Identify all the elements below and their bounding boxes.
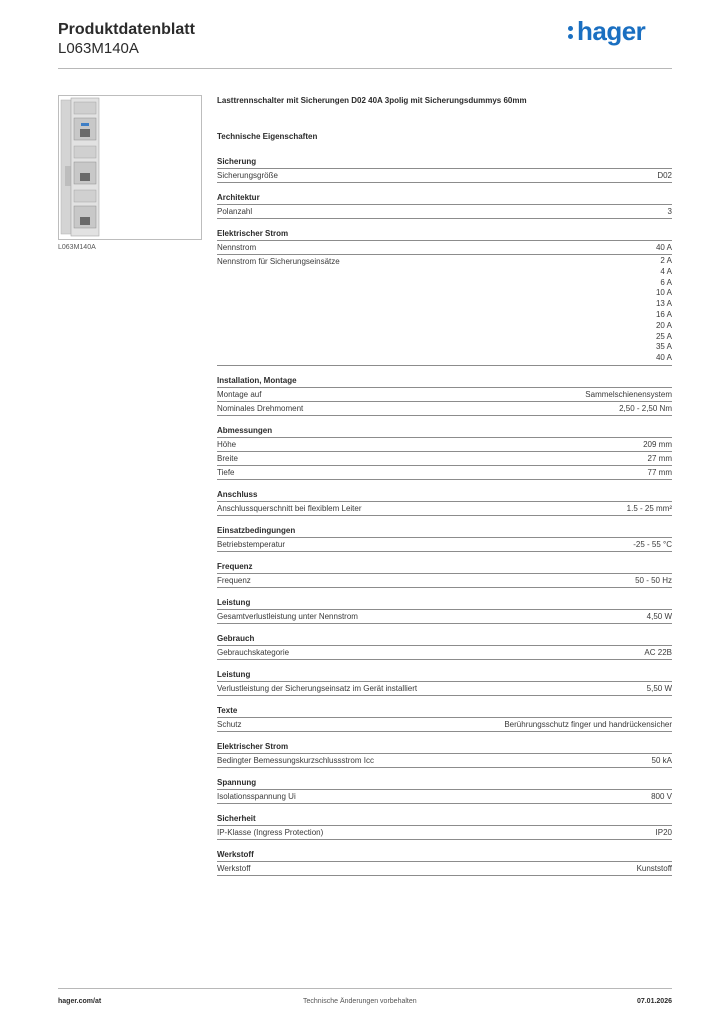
footer-website[interactable]: hager.com/at <box>58 998 102 1005</box>
logo-dots-icon <box>568 21 574 41</box>
section-title: Sicherheit <box>217 813 672 826</box>
property-row <box>217 538 672 552</box>
section-title: Frequenz <box>217 561 672 574</box>
property-label: Nennstrom für Sicherungseinsätze <box>217 257 340 266</box>
property-section <box>217 228 672 366</box>
property-label: Verlustleistung der Sicherungseinsatz im Gerät installiert <box>217 683 418 693</box>
section-title: Anschluss <box>217 489 672 502</box>
section-title: Texte <box>217 705 672 718</box>
property-value: 209 mm <box>643 439 672 449</box>
property-value: 800 V <box>651 791 672 801</box>
property-row <box>217 718 672 732</box>
property-value: 50 - 50 Hz <box>635 575 672 585</box>
property-label: Frequenz <box>217 575 251 585</box>
property-label: Sicherungsgröße <box>217 171 278 180</box>
property-section <box>217 375 672 416</box>
section-title: Elektrischer Strom <box>217 228 672 241</box>
footer-note: Technische Änderungen vorbehalten <box>303 998 417 1005</box>
property-row <box>217 438 672 452</box>
section-title: Gebrauch <box>217 633 672 646</box>
property-values <box>656 256 672 364</box>
property-row <box>217 646 672 660</box>
property-label: Montage auf <box>217 389 262 399</box>
header-divider <box>58 68 672 69</box>
property-row <box>217 862 672 876</box>
section-title: Installation, Montage <box>217 375 672 388</box>
property-value: 40 A <box>655 353 672 363</box>
property-section <box>217 156 672 183</box>
property-row <box>217 610 672 624</box>
property-value: 5,50 W <box>646 683 672 693</box>
property-row <box>217 502 672 516</box>
property-value: Berührungsschutz finger und handrückensicher <box>504 719 672 729</box>
product-image <box>58 95 202 240</box>
property-section <box>217 489 672 516</box>
property-label: Nominales Drehmoment <box>217 403 304 413</box>
property-row <box>217 402 672 416</box>
properties-list <box>217 156 672 876</box>
article-number: L063M140A <box>58 40 139 57</box>
product-content <box>217 95 672 885</box>
property-row <box>217 826 672 840</box>
property-value: Sammelschienensystem <box>585 389 672 399</box>
property-section <box>217 705 672 732</box>
document-header <box>58 20 195 58</box>
section-title: Elektrischer Strom <box>217 741 672 754</box>
property-section <box>217 633 672 660</box>
product-photo-icon <box>59 96 201 239</box>
property-label: Werkstoff <box>217 863 251 873</box>
property-value: Kunststoff <box>636 863 672 873</box>
logo-text: hager <box>577 16 646 46</box>
property-row <box>217 574 672 588</box>
footer-divider <box>58 988 672 989</box>
property-section <box>217 669 672 696</box>
property-label: Tiefe <box>217 467 235 477</box>
section-title: Spannung <box>217 777 672 790</box>
property-value: IP20 <box>655 827 672 837</box>
property-label: Gesamtverlustleistung unter Nennstrom <box>217 611 358 621</box>
property-value: 6 A <box>660 277 672 287</box>
property-value: 4 A <box>660 266 672 276</box>
property-value: 1.5 - 25 mm² <box>626 503 672 513</box>
property-label: Polanzahl <box>217 207 253 216</box>
property-section <box>217 813 672 840</box>
property-label: IP-Klasse (Ingress Protection) <box>217 827 324 837</box>
property-section <box>217 525 672 552</box>
property-label: Gebrauchskategorie <box>217 647 290 657</box>
property-row <box>217 169 672 183</box>
property-label: Betriebstemperatur <box>217 539 286 549</box>
property-label: Schutz <box>217 719 242 729</box>
property-row <box>217 241 672 255</box>
property-row <box>217 682 672 696</box>
property-value: 2 A <box>660 256 672 265</box>
property-section <box>217 777 672 804</box>
property-label: Höhe <box>217 439 237 449</box>
property-value: 2,50 - 2,50 Nm <box>619 403 672 413</box>
property-value: 25 A <box>655 331 672 341</box>
property-row <box>217 790 672 804</box>
property-label: Nennstrom <box>217 243 257 252</box>
property-section <box>217 192 672 219</box>
property-value: 10 A <box>655 288 672 298</box>
property-section <box>217 741 672 768</box>
property-section <box>217 849 672 876</box>
product-description: Lasttrennschalter mit Sicherungen D02 40A 3polig mit Sicherungsdummys 60mm <box>217 96 527 105</box>
property-section <box>217 561 672 588</box>
property-row <box>217 205 672 219</box>
section-title: Sicherung <box>217 156 672 169</box>
property-value: -25 - 55 °C <box>633 539 672 549</box>
property-label: Breite <box>217 453 238 463</box>
property-row <box>217 388 672 402</box>
hager-logo <box>568 16 645 46</box>
property-row <box>217 466 672 480</box>
property-value: 40 A <box>655 243 672 252</box>
property-value: 16 A <box>655 309 672 319</box>
section-title: Leistung <box>217 669 672 682</box>
property-label: Bedingter Bemessungskurzschlussstrom Icc <box>217 755 374 765</box>
property-value: 35 A <box>655 342 672 352</box>
property-value: 3 <box>667 207 672 216</box>
section-title: Leistung <box>217 597 672 610</box>
document-title: Produktdatenblatt <box>58 21 195 38</box>
technical-properties-title: Technische Eigenschaften <box>217 132 318 141</box>
section-title: Abmessungen <box>217 425 672 438</box>
property-label: Anschlussquerschnitt bei flexiblem Leiter <box>217 503 362 513</box>
property-value: 50 kA <box>651 755 672 765</box>
property-section <box>217 425 672 480</box>
property-row <box>217 754 672 768</box>
property-row <box>217 255 672 366</box>
property-value: 77 mm <box>647 467 672 477</box>
property-value: AC 22B <box>644 647 672 657</box>
property-value: 13 A <box>655 299 672 309</box>
property-label: Isolationsspannung Ui <box>217 791 296 801</box>
property-row <box>217 452 672 466</box>
property-value: 27 mm <box>647 453 672 463</box>
section-title: Werkstoff <box>217 849 672 862</box>
footer-date: 07.01.2026 <box>636 998 672 1005</box>
section-title: Einsatzbedingungen <box>217 525 672 538</box>
image-caption: L063M140A <box>58 244 96 251</box>
section-title: Architektur <box>217 192 672 205</box>
property-section <box>217 597 672 624</box>
property-value: 20 A <box>655 320 672 330</box>
property-value: D02 <box>657 171 672 180</box>
property-value: 4,50 W <box>646 611 672 621</box>
